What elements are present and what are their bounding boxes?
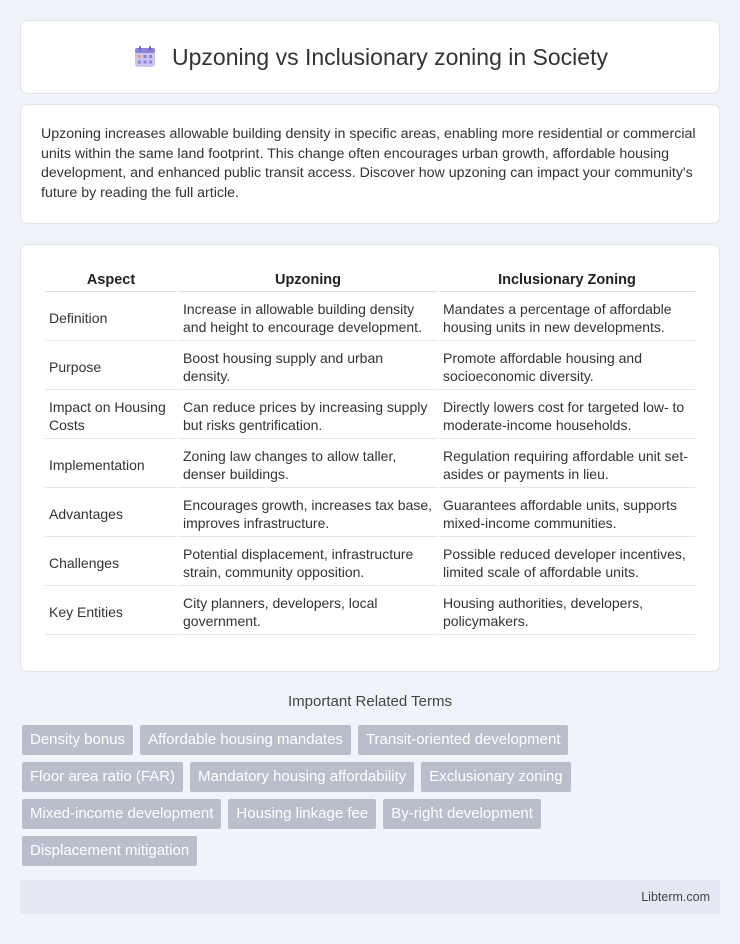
tag-mandatory-housing-affordability[interactable]: Mandatory housing affordability (190, 762, 414, 792)
cell-aspect: Definition (45, 294, 177, 341)
related-terms-list (22, 725, 722, 866)
cell-upzoning: Can reduce prices by increasing supply but risks gentrification. (179, 392, 437, 439)
cell-aspect: Key Entities (45, 588, 177, 635)
related-terms-title: Important Related Terms (288, 693, 452, 710)
table-row (45, 343, 695, 390)
footer-site-link[interactable]: Libterm.com (641, 890, 710, 904)
column-header-inclusionary: Inclusionary Zoning (439, 267, 695, 292)
tag-affordable-housing-mandates[interactable]: Affordable housing mandates (140, 725, 351, 755)
intro-section (20, 104, 720, 224)
tag-displacement-mitigation[interactable]: Displacement mitigation (22, 836, 197, 866)
tag-density-bonus[interactable]: Density bonus (22, 725, 133, 755)
tag-transit-oriented-development[interactable]: Transit-oriented development (358, 725, 569, 755)
tag-exclusionary-zoning[interactable]: Exclusionary zoning (421, 762, 570, 792)
calendar-grid-icon (132, 44, 158, 70)
comparison-table (43, 265, 697, 637)
tag-floor-area-ratio[interactable]: Floor area ratio (FAR) (22, 762, 183, 792)
cell-aspect: Challenges (45, 539, 177, 586)
cell-inclusionary: Guarantees affordable units, supports mixed-income communities. (439, 490, 695, 537)
table-row (45, 539, 695, 586)
cell-inclusionary: Promote affordable housing and socioeconomic diversity. (439, 343, 695, 390)
page-header (20, 20, 720, 94)
comparison-section (20, 244, 720, 672)
cell-aspect: Impact on Housing Costs (45, 392, 177, 439)
cell-upzoning: Increase in allowable building density and height to encourage development. (179, 294, 437, 341)
page-title: Upzoning vs Inclusionary zoning in Society (172, 43, 608, 70)
cell-inclusionary: Directly lowers cost for targeted low- to moderate-income households. (439, 392, 695, 439)
cell-upzoning: Encourages growth, increases tax base, improves infrastructure. (179, 490, 437, 537)
cell-aspect: Advantages (45, 490, 177, 537)
cell-inclusionary: Housing authorities, developers, policymakers. (439, 588, 695, 635)
column-header-aspect: Aspect (45, 267, 177, 292)
table-header-row (45, 267, 695, 292)
table-row (45, 441, 695, 488)
cell-upzoning: Potential displacement, infrastructure strain, community opposition. (179, 539, 437, 586)
table-row (45, 588, 695, 635)
column-header-upzoning: Upzoning (179, 267, 437, 292)
cell-upzoning: Boost housing supply and urban density. (179, 343, 437, 390)
tag-by-right-development[interactable]: By-right development (383, 799, 541, 829)
cell-upzoning: City planners, developers, local government. (179, 588, 437, 635)
table-row (45, 392, 695, 439)
cell-aspect: Implementation (45, 441, 177, 488)
tag-mixed-income-development[interactable]: Mixed-income development (22, 799, 221, 829)
tag-housing-linkage-fee[interactable]: Housing linkage fee (228, 799, 376, 829)
cell-inclusionary: Possible reduced developer incentives, limited scale of affordable units. (439, 539, 695, 586)
cell-inclusionary: Mandates a percentage of affordable housing units in new developments. (439, 294, 695, 341)
cell-upzoning: Zoning law changes to allow taller, denser buildings. (179, 441, 437, 488)
table-row (45, 490, 695, 537)
cell-aspect: Purpose (45, 343, 177, 390)
footer (20, 880, 720, 914)
table-row (45, 294, 695, 341)
intro-text: Upzoning increases allowable building density in specific areas, enabling more residential or commercial units within the same land footprint. This change often encourages urban growth, affordable housing development, and enhanced public transit access. Discover how upzoning can impact your community's future by reading the full article. (41, 126, 696, 201)
cell-inclusionary: Regulation requiring affordable unit set-asides or payments in lieu. (439, 441, 695, 488)
